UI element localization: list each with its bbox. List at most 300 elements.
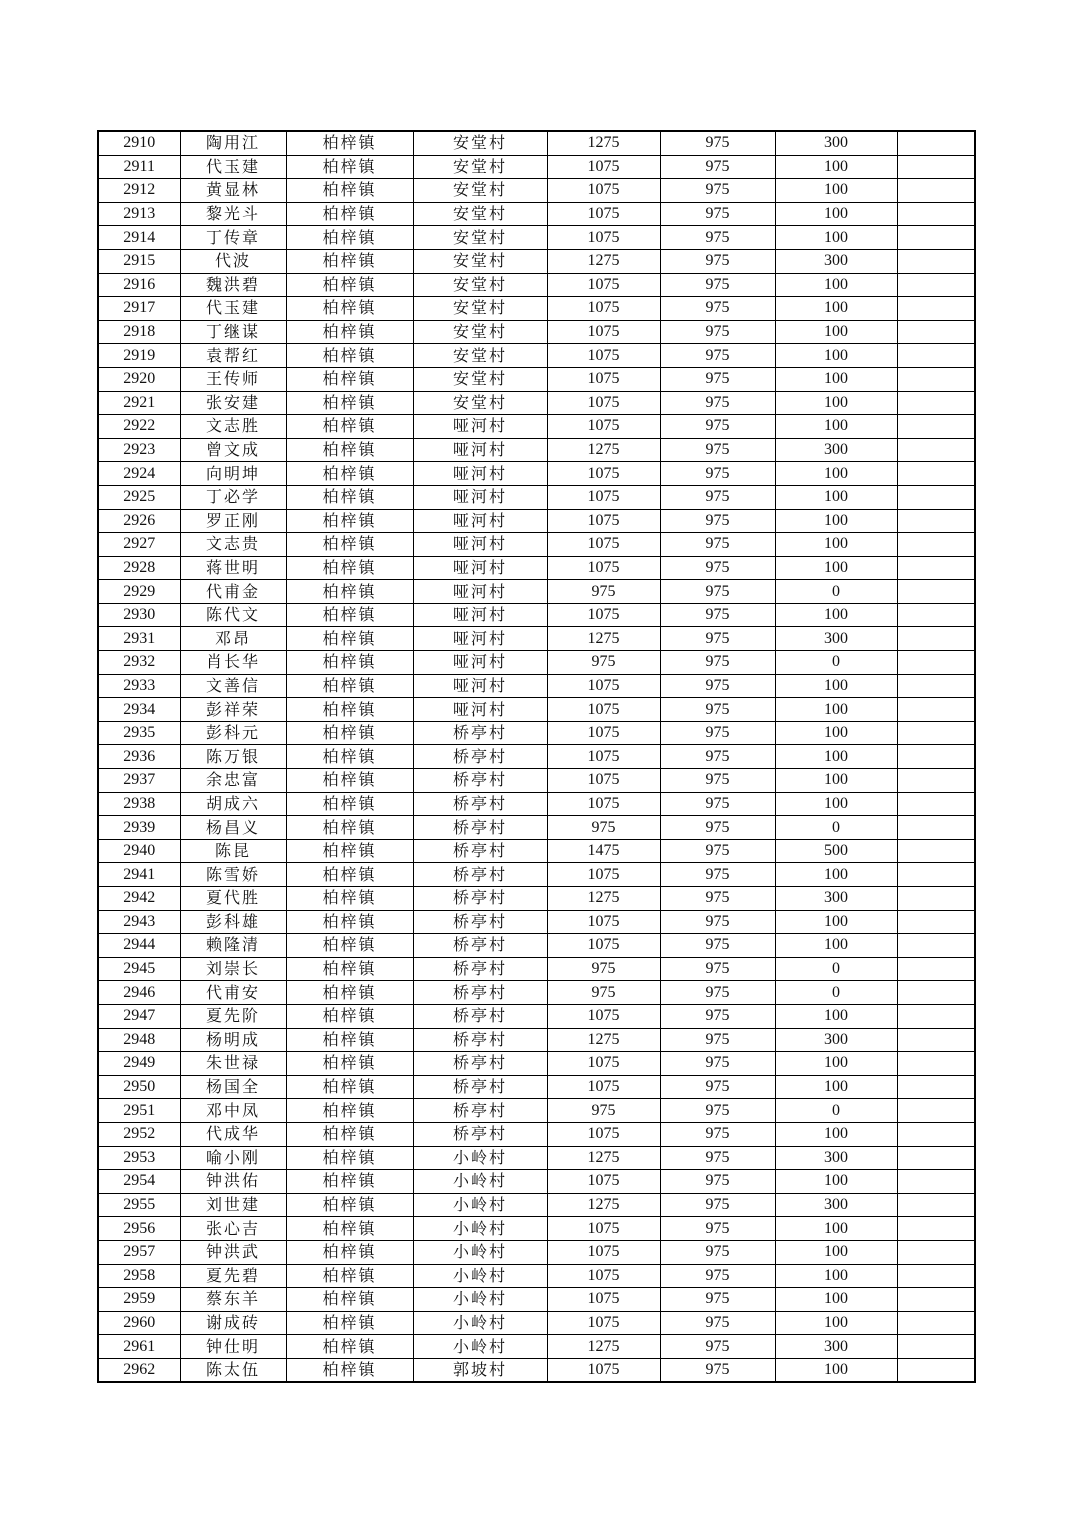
cell-total-amount: 1075 (547, 721, 660, 745)
cell-extra-amount: 100 (775, 556, 897, 580)
cell-person-name: 代甫金 (180, 580, 286, 604)
cell-serial-number: 2948 (98, 1028, 180, 1052)
cell-village: 哑河村 (413, 627, 547, 651)
cell-serial-number: 2930 (98, 603, 180, 627)
cell-extra-amount: 300 (775, 249, 897, 273)
cell-base-amount: 975 (660, 1240, 775, 1264)
cell-total-amount: 1275 (547, 249, 660, 273)
cell-village: 哑河村 (413, 580, 547, 604)
cell-town: 柏梓镇 (286, 863, 413, 887)
cell-total-amount: 1075 (547, 1170, 660, 1194)
cell-person-name: 黄显林 (180, 179, 286, 203)
table-body (98, 131, 975, 1382)
cell-total-amount: 1275 (547, 1335, 660, 1359)
cell-town: 柏梓镇 (286, 580, 413, 604)
cell-town: 柏梓镇 (286, 202, 413, 226)
table-row (98, 816, 975, 840)
cell-extra-amount: 300 (775, 438, 897, 462)
data-table (97, 130, 976, 1383)
cell-note (897, 957, 975, 981)
cell-note (897, 1075, 975, 1099)
cell-extra-amount: 100 (775, 934, 897, 958)
cell-base-amount: 975 (660, 651, 775, 675)
cell-extra-amount: 300 (775, 1028, 897, 1052)
table-row (98, 1028, 975, 1052)
cell-person-name: 夏先阶 (180, 1004, 286, 1028)
cell-note (897, 485, 975, 509)
cell-total-amount: 1275 (547, 438, 660, 462)
cell-serial-number: 2916 (98, 273, 180, 297)
cell-serial-number: 2953 (98, 1146, 180, 1170)
cell-total-amount: 975 (547, 651, 660, 675)
cell-town: 柏梓镇 (286, 415, 413, 439)
cell-town: 柏梓镇 (286, 1099, 413, 1123)
cell-extra-amount: 100 (775, 1052, 897, 1076)
cell-extra-amount: 100 (775, 533, 897, 557)
cell-extra-amount: 100 (775, 910, 897, 934)
cell-village: 桥亭村 (413, 792, 547, 816)
cell-extra-amount: 0 (775, 957, 897, 981)
cell-serial-number: 2918 (98, 320, 180, 344)
cell-note (897, 131, 975, 155)
cell-town: 柏梓镇 (286, 155, 413, 179)
cell-town: 柏梓镇 (286, 1193, 413, 1217)
cell-village: 安堂村 (413, 273, 547, 297)
cell-person-name: 钟洪佑 (180, 1170, 286, 1194)
cell-serial-number: 2962 (98, 1358, 180, 1382)
table-row (98, 1052, 975, 1076)
cell-person-name: 代波 (180, 249, 286, 273)
cell-total-amount: 1075 (547, 1217, 660, 1241)
cell-person-name: 蔡东羊 (180, 1288, 286, 1312)
cell-base-amount: 975 (660, 509, 775, 533)
cell-person-name: 刘崇长 (180, 957, 286, 981)
cell-village: 小岭村 (413, 1217, 547, 1241)
cell-base-amount: 975 (660, 391, 775, 415)
cell-total-amount: 1075 (547, 202, 660, 226)
cell-village: 哑河村 (413, 438, 547, 462)
cell-base-amount: 975 (660, 438, 775, 462)
cell-extra-amount: 100 (775, 344, 897, 368)
table-row (98, 1240, 975, 1264)
cell-extra-amount: 300 (775, 131, 897, 155)
cell-total-amount: 1075 (547, 320, 660, 344)
table-row (98, 792, 975, 816)
cell-total-amount: 1275 (547, 1193, 660, 1217)
cell-extra-amount: 100 (775, 698, 897, 722)
cell-base-amount: 975 (660, 415, 775, 439)
cell-extra-amount: 100 (775, 863, 897, 887)
cell-person-name: 彭祥荣 (180, 698, 286, 722)
cell-note (897, 1288, 975, 1312)
cell-extra-amount: 100 (775, 1217, 897, 1241)
table-row (98, 320, 975, 344)
cell-person-name: 彭科元 (180, 721, 286, 745)
table-row (98, 839, 975, 863)
cell-base-amount: 975 (660, 485, 775, 509)
table-row (98, 485, 975, 509)
cell-extra-amount: 100 (775, 273, 897, 297)
cell-total-amount: 1075 (547, 1288, 660, 1312)
cell-extra-amount: 300 (775, 627, 897, 651)
cell-total-amount: 1075 (547, 1052, 660, 1076)
cell-note (897, 745, 975, 769)
cell-base-amount: 975 (660, 910, 775, 934)
cell-note (897, 769, 975, 793)
cell-total-amount: 1075 (547, 297, 660, 321)
cell-person-name: 魏洪碧 (180, 273, 286, 297)
cell-village: 桥亭村 (413, 721, 547, 745)
cell-person-name: 文志胜 (180, 415, 286, 439)
cell-note (897, 1335, 975, 1359)
cell-serial-number: 2955 (98, 1193, 180, 1217)
cell-base-amount: 975 (660, 1028, 775, 1052)
cell-person-name: 邓昂 (180, 627, 286, 651)
table-row (98, 698, 975, 722)
cell-person-name: 张安建 (180, 391, 286, 415)
cell-base-amount: 975 (660, 556, 775, 580)
table-row (98, 1170, 975, 1194)
cell-note (897, 934, 975, 958)
cell-base-amount: 975 (660, 1052, 775, 1076)
cell-extra-amount: 100 (775, 1358, 897, 1382)
cell-base-amount: 975 (660, 297, 775, 321)
cell-total-amount: 1075 (547, 226, 660, 250)
cell-note (897, 533, 975, 557)
cell-total-amount: 1075 (547, 863, 660, 887)
cell-town: 柏梓镇 (286, 981, 413, 1005)
cell-base-amount: 975 (660, 721, 775, 745)
cell-total-amount: 1075 (547, 745, 660, 769)
cell-village: 安堂村 (413, 226, 547, 250)
cell-town: 柏梓镇 (286, 249, 413, 273)
cell-total-amount: 1075 (547, 934, 660, 958)
cell-person-name: 代玉建 (180, 155, 286, 179)
cell-town: 柏梓镇 (286, 1311, 413, 1335)
cell-extra-amount: 100 (775, 367, 897, 391)
cell-serial-number: 2938 (98, 792, 180, 816)
cell-note (897, 839, 975, 863)
table-row (98, 1075, 975, 1099)
cell-total-amount: 1275 (547, 1146, 660, 1170)
cell-town: 柏梓镇 (286, 273, 413, 297)
cell-person-name: 钟仕明 (180, 1335, 286, 1359)
cell-base-amount: 975 (660, 1004, 775, 1028)
table-row (98, 863, 975, 887)
cell-base-amount: 975 (660, 344, 775, 368)
cell-extra-amount: 500 (775, 839, 897, 863)
cell-person-name: 丁传章 (180, 226, 286, 250)
cell-town: 柏梓镇 (286, 226, 413, 250)
cell-village: 小岭村 (413, 1193, 547, 1217)
cell-person-name: 杨明成 (180, 1028, 286, 1052)
table-row (98, 179, 975, 203)
cell-note (897, 1358, 975, 1382)
cell-base-amount: 975 (660, 603, 775, 627)
cell-total-amount: 1275 (547, 131, 660, 155)
table-row (98, 934, 975, 958)
cell-base-amount: 975 (660, 698, 775, 722)
cell-total-amount: 1075 (547, 1004, 660, 1028)
cell-town: 柏梓镇 (286, 1217, 413, 1241)
cell-town: 柏梓镇 (286, 839, 413, 863)
cell-base-amount: 975 (660, 1170, 775, 1194)
cell-person-name: 陈代文 (180, 603, 286, 627)
cell-village: 哑河村 (413, 485, 547, 509)
cell-extra-amount: 100 (775, 603, 897, 627)
cell-village: 桥亭村 (413, 745, 547, 769)
cell-town: 柏梓镇 (286, 509, 413, 533)
table-row (98, 627, 975, 651)
cell-base-amount: 975 (660, 957, 775, 981)
cell-total-amount: 1075 (547, 155, 660, 179)
cell-note (897, 344, 975, 368)
cell-village: 哑河村 (413, 674, 547, 698)
cell-extra-amount: 100 (775, 509, 897, 533)
cell-extra-amount: 100 (775, 769, 897, 793)
cell-person-name: 杨昌义 (180, 816, 286, 840)
cell-base-amount: 975 (660, 1358, 775, 1382)
cell-village: 安堂村 (413, 320, 547, 344)
cell-serial-number: 2957 (98, 1240, 180, 1264)
cell-total-amount: 1075 (547, 533, 660, 557)
cell-person-name: 袁帮红 (180, 344, 286, 368)
cell-total-amount: 1075 (547, 1264, 660, 1288)
table-row (98, 603, 975, 627)
cell-serial-number: 2926 (98, 509, 180, 533)
cell-person-name: 文善信 (180, 674, 286, 698)
cell-person-name: 蒋世明 (180, 556, 286, 580)
cell-note (897, 1311, 975, 1335)
cell-village: 哑河村 (413, 556, 547, 580)
cell-village: 桥亭村 (413, 1099, 547, 1123)
cell-extra-amount: 0 (775, 981, 897, 1005)
cell-extra-amount: 100 (775, 415, 897, 439)
table-row (98, 344, 975, 368)
cell-base-amount: 975 (660, 1217, 775, 1241)
cell-town: 柏梓镇 (286, 1288, 413, 1312)
table-row (98, 1358, 975, 1382)
cell-note (897, 367, 975, 391)
cell-extra-amount: 100 (775, 297, 897, 321)
cell-total-amount: 1075 (547, 367, 660, 391)
cell-note (897, 721, 975, 745)
cell-note (897, 1240, 975, 1264)
table-row (98, 1335, 975, 1359)
cell-base-amount: 975 (660, 1311, 775, 1335)
cell-note (897, 320, 975, 344)
cell-town: 柏梓镇 (286, 179, 413, 203)
cell-person-name: 刘世建 (180, 1193, 286, 1217)
cell-village: 桥亭村 (413, 957, 547, 981)
cell-note (897, 509, 975, 533)
cell-person-name: 代甫安 (180, 981, 286, 1005)
cell-village: 桥亭村 (413, 910, 547, 934)
cell-town: 柏梓镇 (286, 769, 413, 793)
table-row (98, 745, 975, 769)
table-row (98, 1288, 975, 1312)
cell-total-amount: 1275 (547, 627, 660, 651)
table-row (98, 438, 975, 462)
cell-village: 哑河村 (413, 603, 547, 627)
cell-serial-number: 2936 (98, 745, 180, 769)
cell-village: 安堂村 (413, 179, 547, 203)
cell-serial-number: 2954 (98, 1170, 180, 1194)
cell-note (897, 1264, 975, 1288)
cell-town: 柏梓镇 (286, 1358, 413, 1382)
cell-village: 安堂村 (413, 155, 547, 179)
table-row (98, 651, 975, 675)
cell-serial-number: 2940 (98, 839, 180, 863)
cell-town: 柏梓镇 (286, 1240, 413, 1264)
cell-extra-amount: 300 (775, 887, 897, 911)
cell-village: 桥亭村 (413, 769, 547, 793)
cell-village: 安堂村 (413, 249, 547, 273)
cell-note (897, 155, 975, 179)
cell-base-amount: 975 (660, 580, 775, 604)
cell-base-amount: 975 (660, 627, 775, 651)
cell-town: 柏梓镇 (286, 1264, 413, 1288)
cell-serial-number: 2933 (98, 674, 180, 698)
cell-town: 柏梓镇 (286, 533, 413, 557)
cell-base-amount: 975 (660, 769, 775, 793)
cell-extra-amount: 100 (775, 1075, 897, 1099)
cell-extra-amount: 100 (775, 226, 897, 250)
cell-total-amount: 1075 (547, 485, 660, 509)
cell-serial-number: 2921 (98, 391, 180, 415)
cell-person-name: 陈万银 (180, 745, 286, 769)
cell-base-amount: 975 (660, 226, 775, 250)
cell-extra-amount: 100 (775, 1004, 897, 1028)
cell-serial-number: 2922 (98, 415, 180, 439)
cell-total-amount: 1075 (547, 556, 660, 580)
cell-town: 柏梓镇 (286, 1052, 413, 1076)
cell-extra-amount: 100 (775, 1170, 897, 1194)
table-row (98, 957, 975, 981)
cell-note (897, 226, 975, 250)
cell-village: 安堂村 (413, 344, 547, 368)
cell-base-amount: 975 (660, 1193, 775, 1217)
table-row (98, 1193, 975, 1217)
cell-village: 郭坡村 (413, 1358, 547, 1382)
cell-town: 柏梓镇 (286, 698, 413, 722)
cell-person-name: 陈太伍 (180, 1358, 286, 1382)
cell-person-name: 朱世禄 (180, 1052, 286, 1076)
table-row (98, 297, 975, 321)
cell-note (897, 1146, 975, 1170)
cell-base-amount: 975 (660, 273, 775, 297)
cell-extra-amount: 100 (775, 391, 897, 415)
cell-total-amount: 1075 (547, 698, 660, 722)
cell-serial-number: 2910 (98, 131, 180, 155)
cell-serial-number: 2920 (98, 367, 180, 391)
cell-total-amount: 1075 (547, 1075, 660, 1099)
cell-town: 柏梓镇 (286, 131, 413, 155)
table-row (98, 721, 975, 745)
cell-extra-amount: 100 (775, 1264, 897, 1288)
cell-total-amount: 1075 (547, 462, 660, 486)
cell-total-amount: 1075 (547, 603, 660, 627)
cell-person-name: 夏先碧 (180, 1264, 286, 1288)
cell-town: 柏梓镇 (286, 320, 413, 344)
cell-base-amount: 975 (660, 839, 775, 863)
cell-note (897, 580, 975, 604)
cell-village: 桥亭村 (413, 863, 547, 887)
cell-village: 桥亭村 (413, 981, 547, 1005)
cell-village: 小岭村 (413, 1240, 547, 1264)
cell-base-amount: 975 (660, 249, 775, 273)
table-row (98, 273, 975, 297)
cell-base-amount: 975 (660, 1335, 775, 1359)
cell-base-amount: 975 (660, 1122, 775, 1146)
cell-person-name: 彭科雄 (180, 910, 286, 934)
cell-village: 小岭村 (413, 1264, 547, 1288)
cell-village: 桥亭村 (413, 1004, 547, 1028)
cell-village: 安堂村 (413, 131, 547, 155)
cell-base-amount: 975 (660, 981, 775, 1005)
cell-base-amount: 975 (660, 745, 775, 769)
cell-serial-number: 2939 (98, 816, 180, 840)
cell-extra-amount: 0 (775, 651, 897, 675)
cell-person-name: 夏代胜 (180, 887, 286, 911)
table-row (98, 415, 975, 439)
cell-note (897, 1099, 975, 1123)
cell-serial-number: 2917 (98, 297, 180, 321)
cell-village: 哑河村 (413, 698, 547, 722)
cell-base-amount: 975 (660, 934, 775, 958)
cell-base-amount: 975 (660, 131, 775, 155)
cell-total-amount: 1075 (547, 769, 660, 793)
table-row (98, 1004, 975, 1028)
cell-person-name: 余忠富 (180, 769, 286, 793)
cell-person-name: 钟洪武 (180, 1240, 286, 1264)
cell-person-name: 陈昆 (180, 839, 286, 863)
cell-total-amount: 1075 (547, 910, 660, 934)
cell-note (897, 863, 975, 887)
table-row (98, 910, 975, 934)
cell-note (897, 249, 975, 273)
cell-serial-number: 2925 (98, 485, 180, 509)
cell-person-name: 代成华 (180, 1122, 286, 1146)
cell-base-amount: 975 (660, 462, 775, 486)
cell-village: 小岭村 (413, 1146, 547, 1170)
cell-serial-number: 2952 (98, 1122, 180, 1146)
cell-total-amount: 1475 (547, 839, 660, 863)
cell-person-name: 邓中凤 (180, 1099, 286, 1123)
cell-person-name: 陶用江 (180, 131, 286, 155)
cell-extra-amount: 100 (775, 674, 897, 698)
table-row (98, 580, 975, 604)
cell-person-name: 丁继谋 (180, 320, 286, 344)
cell-note (897, 556, 975, 580)
cell-note (897, 792, 975, 816)
cell-village: 哑河村 (413, 415, 547, 439)
cell-extra-amount: 300 (775, 1193, 897, 1217)
cell-serial-number: 2946 (98, 981, 180, 1005)
cell-serial-number: 2912 (98, 179, 180, 203)
cell-town: 柏梓镇 (286, 910, 413, 934)
cell-total-amount: 1075 (547, 1122, 660, 1146)
cell-town: 柏梓镇 (286, 1146, 413, 1170)
cell-village: 桥亭村 (413, 1075, 547, 1099)
cell-village: 桥亭村 (413, 839, 547, 863)
cell-person-name: 肖长华 (180, 651, 286, 675)
cell-total-amount: 1075 (547, 273, 660, 297)
cell-person-name: 曾文成 (180, 438, 286, 462)
cell-note (897, 627, 975, 651)
cell-person-name: 丁必学 (180, 485, 286, 509)
table-row (98, 202, 975, 226)
